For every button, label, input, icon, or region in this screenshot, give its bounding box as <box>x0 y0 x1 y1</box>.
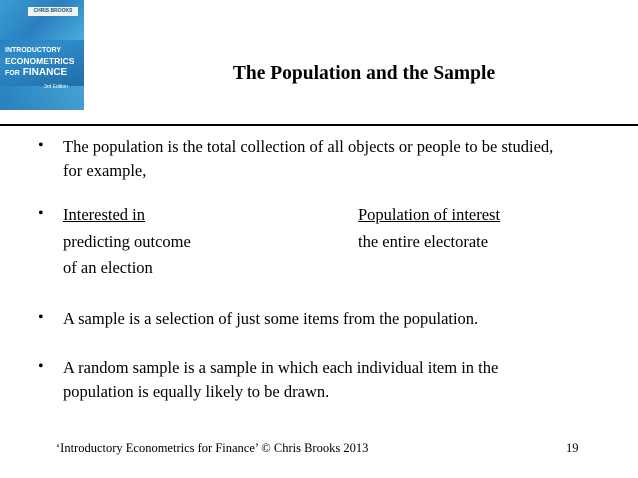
cover-title-line2: ECONOMETRICS <box>5 56 75 66</box>
bullet1-line2: for example, <box>63 161 147 180</box>
book-cover-image <box>0 0 84 110</box>
bullet4-line1: A random sample is a sample in which each individual item in the <box>63 358 499 377</box>
bullet-marker: • <box>38 137 44 154</box>
interested-in-line1: predicting outcome <box>63 232 191 251</box>
cover-title-line3 <box>5 67 67 78</box>
cover-edition: 3rd Edition <box>44 84 68 90</box>
footer-citation: ‘Introductory Econometrics for Finance’ © Chris Brooks 2013 <box>56 441 369 455</box>
cover-author: CHRIS BROOKS <box>28 7 78 16</box>
bullet-marker: • <box>38 358 44 375</box>
cover-title-line1: INTRODUCTORY <box>5 47 61 54</box>
bullet-marker: • <box>38 309 44 326</box>
bullet-marker: • <box>38 205 44 222</box>
bullet1-line1: The population is the total collection of all objects or people to be studied, <box>63 137 554 156</box>
interested-in-header: Interested in <box>63 205 146 224</box>
slide-title: The Population and the Sample <box>232 63 496 84</box>
bullet3-text: A sample is a selection of just some items from the population. <box>63 309 479 328</box>
interested-in-line2: of an election <box>63 258 153 277</box>
cover-decoration <box>0 86 84 110</box>
page-number: 19 <box>566 441 579 455</box>
title-divider <box>0 124 638 126</box>
cover-title-for: FOR <box>5 70 20 77</box>
cover-title-finance: FINANCE <box>22 67 68 78</box>
cover-decoration <box>0 0 84 40</box>
bullet4-line2: population is equally likely to be drawn. <box>63 382 330 401</box>
population-of-interest-header: Population of interest <box>358 205 501 224</box>
population-line1: the entire electorate <box>358 232 489 251</box>
